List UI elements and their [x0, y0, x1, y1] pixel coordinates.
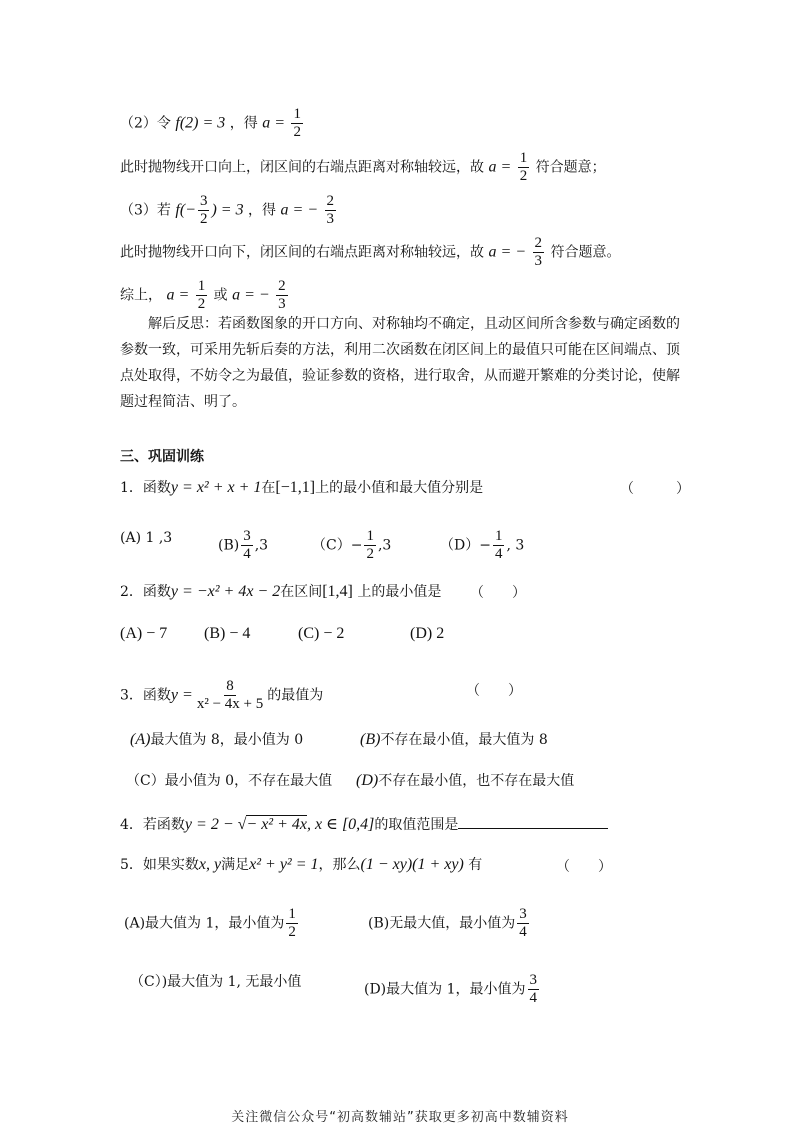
summary-fraction-1 [196, 278, 208, 313]
q5-option-b-text: (B)无最大值，最小值为 [368, 915, 516, 932]
frac-den: 4 [243, 546, 251, 562]
q1-answer-paren: （ ） [620, 481, 690, 497]
case2-line [120, 106, 305, 141]
q2-option-a: (A) − 7 [120, 625, 168, 642]
case3-result: a = − [280, 201, 319, 219]
q3-option-d [356, 771, 574, 791]
q5-prefix: 5．如果实数 [120, 857, 199, 873]
q3-option-b-text: 不存在最小值，最大值为 8 [380, 732, 548, 748]
q3-suffix: 的最值为 [267, 687, 324, 704]
question-1 [120, 478, 483, 498]
q5-option-b [368, 906, 531, 941]
q2-option-c: (C) − 2 [298, 625, 345, 642]
q5-option-d-text: (D)最大值为 1，最小值为 [364, 981, 526, 998]
q5-suffix: 有 [468, 857, 483, 873]
q5-option-d-fraction [528, 972, 540, 1007]
case3-line [120, 193, 338, 228]
q1-option-d-fraction [493, 528, 505, 563]
q5-expr: (1 − xy)(1 + xy) [360, 856, 464, 873]
summary-a1: a = [166, 286, 190, 304]
frac-den: 3 [326, 211, 335, 227]
q5-answer-paren: （ ） [556, 859, 612, 875]
q1-option-b-fraction [241, 528, 253, 563]
frac-den: 2 [197, 296, 206, 312]
q3-option-d-text: 不存在最小值，也不存在最大值 [378, 773, 575, 789]
case2-note-suffix: 符合题意； [535, 159, 606, 176]
q4-radicand: − x² + 4x [246, 816, 307, 833]
summary-line [120, 278, 290, 313]
case3-fraction [325, 193, 337, 228]
frac-den: 2 [293, 124, 301, 140]
case3-expr-end: ) = 3 [211, 201, 244, 219]
case2-prefix: （2）令 [120, 115, 171, 132]
q1-option-b [218, 528, 268, 563]
q2-prefix: 2．函数 [120, 584, 171, 600]
q4-prefix: 4．若函数 [120, 817, 185, 833]
q1-option-b-tail: ,3 [254, 537, 269, 554]
frac-num: 3 [243, 528, 251, 544]
summary-prefix: 综上， [120, 287, 162, 304]
q2-option-d: (D) 2 [410, 625, 445, 642]
section-title: 三、巩固训练 [120, 449, 204, 465]
q3-prefix: 3．函数 [120, 687, 171, 704]
q1-suffix: 上的最小值和最大值分别是 [315, 480, 484, 496]
q3-option-b-label: (B) [360, 731, 381, 748]
q4-expr-b: , x ∈ [0,4] [307, 816, 375, 833]
q1-option-d-label: （D）− [440, 537, 491, 554]
question-3 [120, 678, 323, 713]
q5-option-a-text: (A)最大值为 1，最小值为 [124, 915, 285, 932]
frac-num: 1 [366, 528, 374, 544]
case2-result: a = [262, 114, 285, 132]
case3-mid: ，得 [248, 202, 277, 219]
question-4 [120, 814, 608, 835]
case2-note-text: 此时抛物线开口向上，闭区间的右端点距离对称轴较远，故 [120, 159, 484, 176]
q1-option-c-fraction [364, 528, 376, 563]
q5-option-a [124, 906, 300, 941]
case3-prefix: （3）若 [120, 202, 171, 219]
q3-option-c-label: （C） [126, 773, 165, 789]
q5-option-c: （C）)最大值为 1, 无最小值 [130, 974, 302, 990]
q1-interval: [−1,1] [275, 479, 316, 496]
frac-den: 3 [534, 253, 542, 269]
question-5 [120, 855, 482, 875]
frac-num: 8 [226, 678, 234, 694]
case3-note-var: a = − [488, 243, 527, 261]
frac-num: 1 [288, 906, 296, 922]
q4-suffix: 的取值范围是 [374, 817, 459, 833]
q3-option-c [126, 771, 332, 791]
frac-den: 2 [288, 924, 296, 940]
frac-num: 3 [529, 972, 538, 988]
q2-expr: y = −x² + 4x − 2 [170, 583, 281, 600]
q4-expr-a: y = 2 − [184, 816, 238, 833]
q1-expr: y = x² + x + 1 [170, 479, 262, 496]
summary-a2: a = − [232, 286, 270, 304]
q3-option-a [130, 730, 303, 750]
q1-option-b-label: (B) [218, 537, 240, 554]
q1-option-d-tail: , 3 [506, 537, 525, 554]
frac-den: 4 [494, 546, 503, 562]
q2-option-b: (B) − 4 [204, 625, 251, 642]
q3-fraction [195, 678, 265, 713]
case3-note [120, 235, 620, 270]
summary-fraction-2 [276, 278, 288, 313]
frac-den: 4 [519, 924, 527, 940]
q3-option-b [360, 730, 548, 750]
frac-den: 2 [519, 168, 528, 184]
q5-mid2: ，那么 [318, 857, 361, 873]
q1-option-a: (A) 1 ,3 [120, 530, 173, 546]
frac-den: 3 [278, 296, 286, 312]
case3-expr-fraction [198, 193, 210, 228]
q5-option-d [364, 972, 541, 1007]
q4-answer-blank[interactable] [458, 814, 608, 829]
q1-option-c [312, 528, 391, 563]
reflection-paragraph: 解后反思：若函数图象的开口方向、对称轴均不确定，且动区间所含参数与确定函数的参数一致，可采用先斩后奏的方法，利用二次函数在闭区间上的最值只可能在区间端点、顶点处取得，不妨令之为最值，验证参数的资格，进行取舍，从而避开繁难的分类讨论，使解题过程简洁、明了。 [120, 316, 680, 410]
frac-num: 3 [199, 193, 208, 209]
q3-option-a-label: (A) [130, 731, 151, 748]
q3-answer-paren: （ ） [466, 683, 522, 699]
q5-mid: 满足 [221, 857, 250, 873]
q5-option-b-fraction [517, 906, 529, 941]
frac-num: 3 [519, 906, 527, 922]
q1-option-d [440, 528, 524, 563]
case2-expr: f(2) = 3 [175, 114, 226, 132]
q2-interval: [1,4] [322, 583, 353, 600]
q1-option-c-tail: ,3 [377, 537, 392, 554]
case2-mid: ，得 [229, 115, 258, 132]
case3-expr-start: f(− [175, 201, 196, 219]
frac-num: 2 [326, 193, 335, 209]
case3-note-text: 此时抛物线开口向下，闭区间的右端点距离对称轴较远，故 [120, 244, 484, 261]
q1-in: 在 [261, 480, 276, 496]
frac-den: 4 [529, 990, 538, 1006]
q5-vars: x, y [198, 856, 222, 873]
q1-option-c-label: （C）− [312, 537, 363, 554]
case3-note-suffix: 符合题意。 [550, 244, 621, 261]
case2-fraction [291, 106, 303, 141]
frac-num: 1 [519, 150, 528, 166]
q1-prefix: 1．函数 [120, 480, 171, 496]
case2-note [120, 150, 606, 185]
q5-option-a-fraction [286, 906, 298, 941]
frac-num: 2 [534, 235, 542, 251]
q2-answer-paren: （ ） [470, 585, 526, 601]
q3-option-c-text: 最小值为 0，不存在最大值 [164, 773, 333, 789]
frac-den: x² − 4x + 5 [196, 696, 264, 712]
frac-den: 2 [366, 546, 374, 562]
frac-den: 2 [199, 211, 208, 227]
case3-note-fraction [533, 235, 545, 270]
q2-suffix: 上的最小值是 [357, 584, 442, 600]
q3-option-a-text: 最大值为 8，最小值为 0 [150, 732, 304, 748]
frac-num: 1 [293, 106, 301, 122]
case2-note-fraction [518, 150, 530, 185]
q3-var: y = [170, 686, 193, 704]
sqrt-sign-icon: √ [237, 816, 247, 833]
frac-num: 2 [278, 278, 286, 294]
case2-note-var: a = [488, 158, 512, 176]
summary-or: 或 [213, 287, 228, 304]
question-2 [120, 582, 441, 602]
q3-option-d-label: (D) [356, 772, 379, 789]
page-footer: 关注微信公众号“初高数辅站”获取更多初高中数辅资料 [231, 1110, 569, 1125]
frac-num: 1 [494, 528, 503, 544]
q5-cond: x² + y² = 1 [249, 856, 319, 873]
frac-num: 1 [197, 278, 206, 294]
q2-in: 在区间 [280, 584, 323, 600]
